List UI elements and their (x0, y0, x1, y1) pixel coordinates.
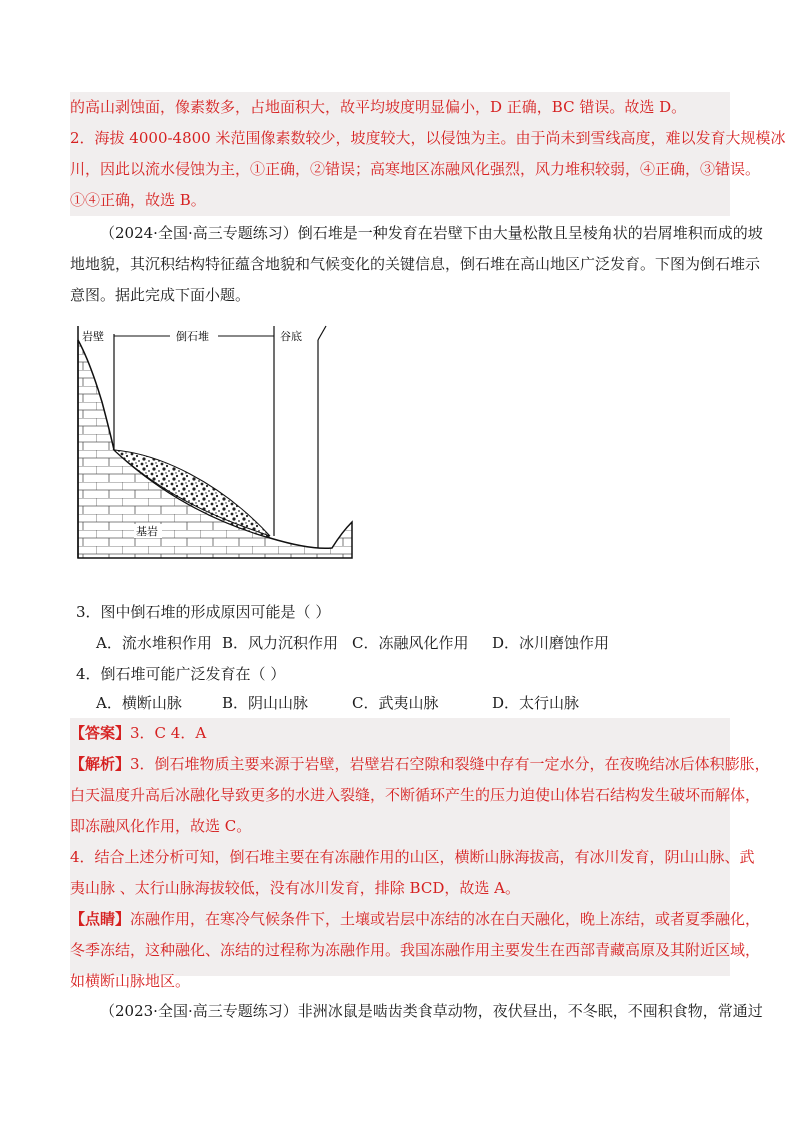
analysis-text: 3．倒石堆物质主要来源于岩壁，岩壁岩石空隙和裂缝中存有一定水分，在夜晚结冰后体积膨胀， (130, 755, 770, 773)
analysis-line: 夷山脉 、太行山脉海拔较低，没有冰川发育，排除 BCD，故选 A。 (70, 879, 520, 897)
question-passage (70, 218, 763, 311)
passage-line: （2024·全国·高三专题练习）倒石堆是一种发育在岩壁下由大量松散且呈棱角状的岩屑堆积而成的坡 (100, 224, 763, 242)
tip-tag: 【点睛】 (70, 910, 131, 928)
passage-line: 地地貌，其沉积结构特征蕴含地貌和气候变化的关键信息，倒石堆在高山地区广泛发育。下图为倒石堆示 (70, 255, 761, 273)
answer-analysis-block (70, 718, 770, 990)
question-3-stem: 3．图中倒石堆的形成原因可能是（ ） (76, 603, 331, 621)
answer-line: 2．海拔 4000-4800 米范围像素数较少，坡度较大，以侵蚀为主。由于尚未到雪线高度，难以发育大规模冰 (70, 129, 786, 147)
q4-option-b[interactable]: B．阴山山脉 (222, 694, 309, 712)
label-talus: 倒石堆 (176, 330, 209, 343)
q4-option-a[interactable]: A．横断山脉 (96, 694, 182, 712)
question-4-stem: 4．倒石堆可能广泛发育在（ ） (76, 665, 286, 683)
passage-line: （2023·全国·高三专题练习）非洲冰鼠是啮齿类食草动物，夜伏昼出，不冬眠，不囤积食物，常通过 (100, 1002, 763, 1020)
q3-option-b[interactable]: B．风力沉积作用 (222, 634, 339, 652)
passage-line: 意图。据此完成下面小题。 (70, 286, 251, 304)
answer-text: 3．C 4．A (130, 724, 207, 742)
tip-line: 冬季冻结，这种融化、冻结的过程称为冻融作用。我国冻融作用主要发生在西部青藏高原及其附近区域， (70, 941, 761, 959)
q3-option-a[interactable]: A．流水堆积作用 (96, 634, 212, 652)
analysis-line: 即冻融风化作用，故选 C。 (70, 817, 252, 835)
analysis-line (70, 749, 770, 780)
tip-text: 冻融作用，在寒冷气候条件下，土壤或岩层中冻结的冰在白天融化，晚上冻结，或者夏季融化， (130, 910, 761, 928)
answer-line: 川，因此以流水侵蚀为主，①正确，②错误；高寒地区冻融风化强烈，风力堆积较弱，④正确，③错误。 (70, 160, 761, 178)
question-passage-2 (70, 996, 763, 1027)
answer-line: 的高山剥蚀面，像素数多，占地面积大，故平均坡度明显偏小，D 正确，BC 错误。故选 D。 (70, 98, 687, 116)
answer-line (70, 718, 730, 749)
answer-tag: 【答案】 (70, 724, 131, 742)
analysis-line: 白天温度升高后冰融化导致更多的水进入裂缝，不断循环产生的压力迫使山体岩石结构发生破坏而解体， (70, 786, 761, 804)
tip-line (70, 904, 761, 935)
label-bedrock: 基岩 (136, 525, 158, 538)
tip-line: 如横断山脉地区。 (70, 972, 191, 990)
analysis-line: 4．结合上述分析可知，倒石堆主要在有冻融作用的山区，横断山脉海拔高，有冰川发育，阴山山脉、武 (70, 848, 755, 866)
analysis-tag: 【解析】 (70, 755, 131, 773)
bedrock-shape (78, 340, 352, 558)
q3-option-c[interactable]: C．冻融风化作用 (352, 634, 469, 652)
q4-option-d[interactable]: D．太行山脉 (492, 694, 580, 712)
talus-diagram (70, 322, 370, 562)
label-cliff: 岩壁 (82, 330, 104, 343)
q3-option-d[interactable]: D．冰川磨蚀作用 (492, 634, 610, 652)
previous-answer-block (70, 92, 786, 216)
label-valley: 谷底 (280, 330, 302, 343)
q4-option-c[interactable]: C．武夷山脉 (352, 694, 439, 712)
answer-line: ①④正确，故选 B。 (70, 191, 206, 209)
